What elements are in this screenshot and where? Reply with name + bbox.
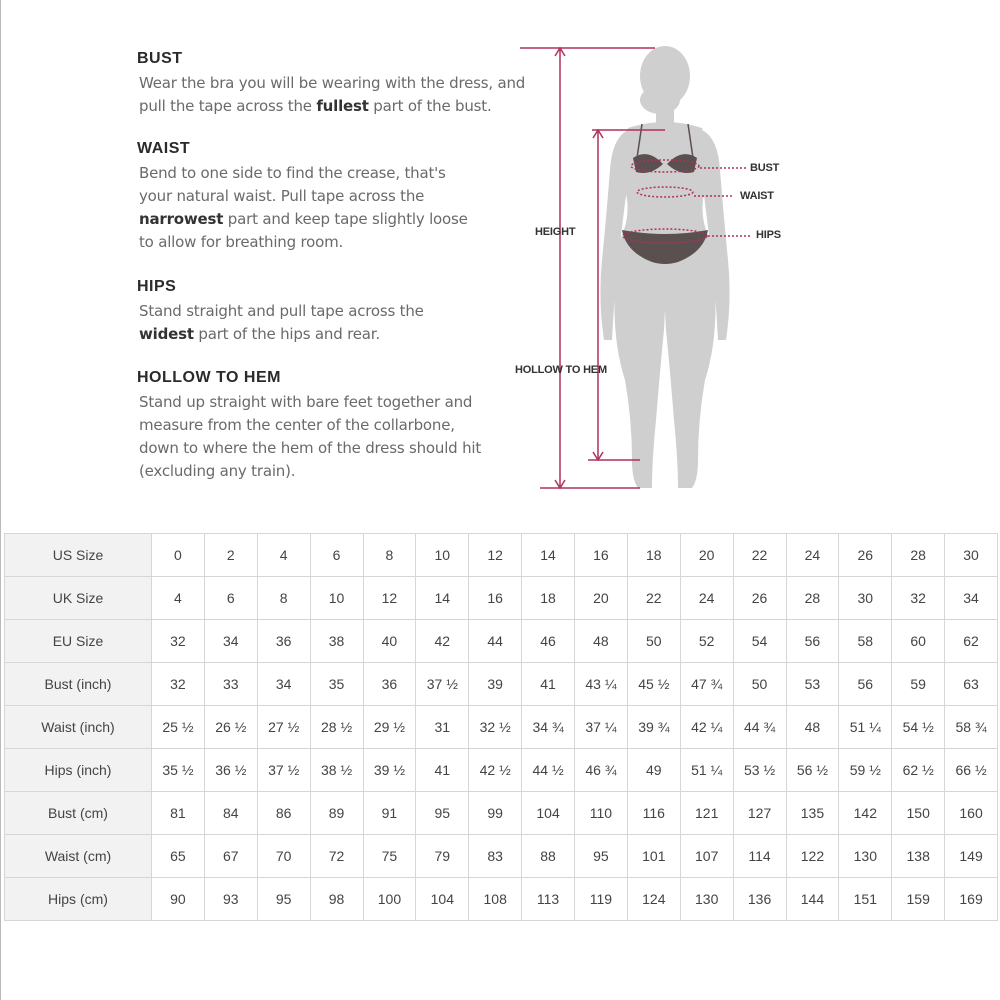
table-cell: 101 (627, 835, 680, 878)
row-label: Bust (inch) (5, 663, 152, 706)
table-cell: 2 (204, 534, 257, 577)
table-cell: 53 ½ (733, 749, 786, 792)
figure-label-waist: WAIST (740, 190, 774, 202)
table-cell: 0 (152, 534, 205, 577)
table-cell: 40 (363, 620, 416, 663)
table-cell: 32 ½ (469, 706, 522, 749)
row-label: US Size (5, 534, 152, 577)
figure-label-hollow-to-hem: HOLLOW TO HEM (515, 364, 607, 376)
hollow-line-1: Stand up straight with bare feet together and (139, 393, 473, 411)
table-row (5, 878, 998, 921)
waist-line-2: your natural waist. Pull tape across the (139, 187, 425, 205)
size-table (4, 533, 998, 921)
table-cell: 56 (786, 620, 839, 663)
table-cell: 45 ½ (627, 663, 680, 706)
hips-line-1: Stand straight and pull tape across the (139, 302, 424, 320)
table-cell: 26 (839, 534, 892, 577)
table-cell: 34 ¾ (522, 706, 575, 749)
row-label: Hips (cm) (5, 878, 152, 921)
table-cell: 34 (945, 577, 998, 620)
table-cell: 114 (733, 835, 786, 878)
table-cell: 37 ½ (257, 749, 310, 792)
table-cell: 32 (892, 577, 945, 620)
table-cell: 89 (310, 792, 363, 835)
table-cell: 46 ¾ (575, 749, 628, 792)
table-cell: 44 ½ (522, 749, 575, 792)
table-cell: 86 (257, 792, 310, 835)
bust-line-1: Wear the bra you will be wearing with the dress, and (139, 74, 526, 92)
table-cell: 20 (680, 534, 733, 577)
table-cell: 130 (839, 835, 892, 878)
size-chart (4, 533, 998, 921)
body-silhouette (600, 46, 729, 488)
table-cell: 30 (945, 534, 998, 577)
row-label: Hips (inch) (5, 749, 152, 792)
hollow-to-hem-heading: HOLLOW TO HEM (137, 369, 281, 386)
table-cell: 58 ¾ (945, 706, 998, 749)
table-cell: 127 (733, 792, 786, 835)
table-cell: 35 (310, 663, 363, 706)
table-cell: 79 (416, 835, 469, 878)
table-cell: 119 (575, 878, 628, 921)
table-cell: 27 ½ (257, 706, 310, 749)
waist-heading: WAIST (137, 140, 191, 157)
left-border (0, 0, 1, 1000)
waist-line-3: part and keep tape slightly loose (223, 210, 468, 228)
table-cell: 62 ½ (892, 749, 945, 792)
table-cell: 90 (152, 878, 205, 921)
table-cell: 116 (627, 792, 680, 835)
table-cell: 44 ¾ (733, 706, 786, 749)
table-cell: 95 (416, 792, 469, 835)
table-cell: 26 ½ (204, 706, 257, 749)
table-cell: 34 (257, 663, 310, 706)
row-label: Waist (inch) (5, 706, 152, 749)
row-label: Bust (cm) (5, 792, 152, 835)
table-cell: 24 (680, 577, 733, 620)
body-measurement-figure (500, 40, 820, 500)
table-row (5, 620, 998, 663)
hollow-line-4: (excluding any train). (139, 462, 296, 480)
table-cell: 62 (945, 620, 998, 663)
bust-description (139, 72, 557, 118)
table-cell: 83 (469, 835, 522, 878)
table-row (5, 706, 998, 749)
table-cell: 67 (204, 835, 257, 878)
table-cell: 88 (522, 835, 575, 878)
table-cell: 60 (892, 620, 945, 663)
table-cell: 42 (416, 620, 469, 663)
table-cell: 6 (310, 534, 363, 577)
table-cell: 31 (416, 706, 469, 749)
table-cell: 84 (204, 792, 257, 835)
table-cell: 81 (152, 792, 205, 835)
table-cell: 50 (733, 663, 786, 706)
bust-section (137, 50, 557, 118)
figure-label-hips: HIPS (756, 229, 781, 241)
table-cell: 18 (627, 534, 680, 577)
waist-line-4: to allow for breathing room. (139, 233, 344, 251)
table-cell: 14 (522, 534, 575, 577)
table-cell: 28 (892, 534, 945, 577)
table-cell: 37 ½ (416, 663, 469, 706)
table-cell: 4 (152, 577, 205, 620)
table-cell: 113 (522, 878, 575, 921)
table-cell: 58 (839, 620, 892, 663)
table-cell: 42 ½ (469, 749, 522, 792)
waist-description (139, 162, 557, 254)
table-cell: 63 (945, 663, 998, 706)
table-cell: 130 (680, 878, 733, 921)
table-cell: 138 (892, 835, 945, 878)
body-illustration (500, 40, 820, 500)
row-label: EU Size (5, 620, 152, 663)
table-cell: 48 (786, 706, 839, 749)
table-cell: 24 (786, 534, 839, 577)
table-cell: 26 (733, 577, 786, 620)
table-cell: 22 (627, 577, 680, 620)
table-cell: 43 ¼ (575, 663, 628, 706)
table-cell: 124 (627, 878, 680, 921)
hollow-line-3: down to where the hem of the dress should hit (139, 439, 482, 457)
table-cell: 39 (469, 663, 522, 706)
table-cell: 32 (152, 663, 205, 706)
figure-label-height: HEIGHT (535, 226, 576, 238)
hips-line-2: part of the hips and rear. (193, 325, 380, 343)
hips-section (137, 278, 557, 346)
table-cell: 22 (733, 534, 786, 577)
table-cell: 104 (522, 792, 575, 835)
bust-emphasis: fullest (316, 97, 369, 115)
waist-section (137, 140, 557, 254)
bust-line-2-end: part of the bust. (368, 97, 492, 115)
table-cell: 12 (363, 577, 416, 620)
table-cell: 70 (257, 835, 310, 878)
table-cell: 107 (680, 835, 733, 878)
table-cell: 144 (786, 878, 839, 921)
table-cell: 39 ½ (363, 749, 416, 792)
hollow-to-hem-description (139, 391, 557, 483)
table-cell: 33 (204, 663, 257, 706)
bust-heading: BUST (137, 50, 183, 67)
table-cell: 49 (627, 749, 680, 792)
table-cell: 28 ½ (310, 706, 363, 749)
table-cell: 10 (416, 534, 469, 577)
table-cell: 48 (575, 620, 628, 663)
table-cell: 30 (839, 577, 892, 620)
figure-label-bust: BUST (750, 162, 780, 174)
table-cell: 99 (469, 792, 522, 835)
hips-description (139, 300, 557, 346)
bust-line-2: pull the tape across the (139, 97, 317, 115)
hollow-to-hem-section (137, 369, 557, 483)
table-cell: 35 ½ (152, 749, 205, 792)
table-cell: 36 (257, 620, 310, 663)
table-cell: 65 (152, 835, 205, 878)
waist-emphasis: narrowest (139, 210, 224, 228)
table-cell: 149 (945, 835, 998, 878)
table-row (5, 749, 998, 792)
table-cell: 46 (522, 620, 575, 663)
table-cell: 38 ½ (310, 749, 363, 792)
table-cell: 52 (680, 620, 733, 663)
table-cell: 38 (310, 620, 363, 663)
table-cell: 36 ½ (204, 749, 257, 792)
table-cell: 16 (469, 577, 522, 620)
waist-line-1: Bend to one side to find the crease, that's (139, 164, 446, 182)
table-row (5, 534, 998, 577)
table-cell: 104 (416, 878, 469, 921)
table-cell: 8 (257, 577, 310, 620)
table-cell: 51 ¼ (680, 749, 733, 792)
table-row (5, 577, 998, 620)
table-cell: 56 ½ (786, 749, 839, 792)
table-cell: 95 (257, 878, 310, 921)
table-cell: 53 (786, 663, 839, 706)
table-cell: 56 (839, 663, 892, 706)
table-cell: 50 (627, 620, 680, 663)
table-cell: 75 (363, 835, 416, 878)
table-cell: 18 (522, 577, 575, 620)
table-cell: 54 ½ (892, 706, 945, 749)
table-cell: 160 (945, 792, 998, 835)
table-cell: 108 (469, 878, 522, 921)
table-cell: 20 (575, 577, 628, 620)
table-cell: 142 (839, 792, 892, 835)
table-cell: 150 (892, 792, 945, 835)
hips-emphasis: widest (139, 325, 194, 343)
table-cell: 16 (575, 534, 628, 577)
table-cell: 41 (416, 749, 469, 792)
table-cell: 136 (733, 878, 786, 921)
table-cell: 25 ½ (152, 706, 205, 749)
table-cell: 8 (363, 534, 416, 577)
table-cell: 39 ¾ (627, 706, 680, 749)
table-cell: 51 ¼ (839, 706, 892, 749)
table-cell: 59 (892, 663, 945, 706)
table-cell: 110 (575, 792, 628, 835)
table-cell: 37 ¼ (575, 706, 628, 749)
table-cell: 135 (786, 792, 839, 835)
table-cell: 93 (204, 878, 257, 921)
row-label: Waist (cm) (5, 835, 152, 878)
table-cell: 32 (152, 620, 205, 663)
table-cell: 98 (310, 878, 363, 921)
hips-heading: HIPS (137, 278, 177, 295)
table-cell: 47 ¾ (680, 663, 733, 706)
table-cell: 169 (945, 878, 998, 921)
table-cell: 4 (257, 534, 310, 577)
table-cell: 28 (786, 577, 839, 620)
table-cell: 12 (469, 534, 522, 577)
row-label: UK Size (5, 577, 152, 620)
table-cell: 10 (310, 577, 363, 620)
table-cell: 159 (892, 878, 945, 921)
table-cell: 66 ½ (945, 749, 998, 792)
table-cell: 121 (680, 792, 733, 835)
table-cell: 29 ½ (363, 706, 416, 749)
table-row (5, 792, 998, 835)
hollow-line-2: measure from the center of the collarbone, (139, 416, 455, 434)
table-cell: 6 (204, 577, 257, 620)
table-cell: 36 (363, 663, 416, 706)
table-cell: 59 ½ (839, 749, 892, 792)
table-cell: 42 ¼ (680, 706, 733, 749)
table-cell: 151 (839, 878, 892, 921)
table-cell: 54 (733, 620, 786, 663)
table-cell: 95 (575, 835, 628, 878)
table-cell: 91 (363, 792, 416, 835)
table-row (5, 663, 998, 706)
table-cell: 100 (363, 878, 416, 921)
table-cell: 41 (522, 663, 575, 706)
table-row (5, 835, 998, 878)
table-cell: 44 (469, 620, 522, 663)
size-table-body (5, 534, 998, 921)
table-cell: 72 (310, 835, 363, 878)
table-cell: 34 (204, 620, 257, 663)
table-cell: 122 (786, 835, 839, 878)
table-cell: 14 (416, 577, 469, 620)
